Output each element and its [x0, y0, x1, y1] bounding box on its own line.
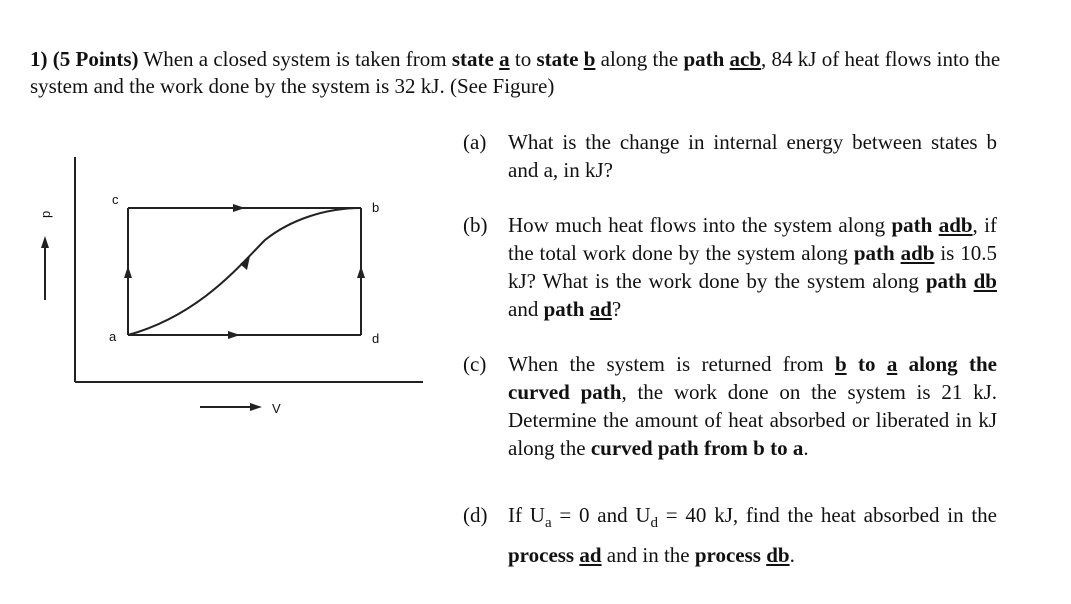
state-a-letter: a	[499, 47, 510, 71]
part-d	[463, 499, 997, 571]
part-d-s10: db	[766, 543, 790, 568]
point-d-label: d	[372, 331, 380, 346]
part-b-s13: ?	[611, 297, 622, 321]
part-d-s3: = 0 and U	[551, 503, 651, 527]
part-d-s5: = 40 kJ, find the heat absorbed in the	[658, 503, 997, 527]
part-c-s4: a	[886, 352, 898, 376]
part-b-s1: How much heat flows into the system along	[508, 213, 892, 237]
point-c-label: c	[112, 192, 119, 207]
part-b-s10: and	[508, 297, 544, 321]
arrow-curve-icon	[240, 256, 250, 270]
part-d-text	[508, 499, 997, 571]
part-b-label: (b)	[463, 213, 488, 237]
part-d-s2: a	[544, 515, 552, 532]
part-c-s5: along the curved path	[508, 352, 997, 404]
v-axis-label: V	[272, 401, 281, 416]
statement-text-3: along the	[595, 47, 684, 71]
part-b-s5: path	[853, 241, 901, 265]
part-d-label: (d)	[463, 503, 488, 527]
part-d-s6: process	[508, 543, 580, 568]
p-arrow-icon	[41, 236, 49, 248]
part-b-s11: path	[543, 297, 590, 321]
part-b-s6: adb	[900, 241, 935, 265]
part-d-s9: process	[694, 543, 767, 568]
part-c	[463, 350, 997, 462]
arrow-cb-icon	[233, 204, 245, 212]
part-d-s11: .	[789, 543, 795, 568]
part-d-s1: If U	[508, 503, 545, 527]
arrow-ad-icon	[228, 331, 240, 339]
arrow-db-icon	[357, 266, 365, 278]
part-b	[463, 211, 997, 323]
curved-path	[128, 208, 361, 335]
part-c-text	[508, 350, 997, 462]
statement-text-1: When a closed system is taken from	[138, 47, 452, 71]
part-a-text: What is the change in internal energy between states b and a, in kJ?	[508, 130, 997, 182]
problem-points: (5 Points)	[52, 47, 139, 71]
problem-number: 1)	[30, 47, 48, 71]
statement-text-4: , 84 kJ of heat flows into the system and the work done by the system is 32 kJ. (See Figure)	[30, 47, 1001, 98]
path-word: path	[683, 47, 730, 71]
state-b-word: state	[536, 47, 584, 71]
part-c-s2: b	[834, 352, 847, 376]
part-d-s4: d	[650, 515, 659, 532]
v-arrow-icon	[250, 403, 262, 411]
state-b-letter: b	[583, 47, 596, 71]
part-b-s7: is 10.5 kJ? What is the work done by the system along	[508, 241, 997, 293]
part-c-s6: , the work done on the system is 21 kJ. Determine the amount of heat absorbed or liberated in kJ along the	[508, 380, 997, 460]
statement-text-2: to	[509, 47, 537, 71]
part-b-text	[508, 211, 997, 323]
pv-diagram	[0, 0, 460, 604]
part-b-s3: adb	[938, 213, 973, 237]
state-a-word: state	[451, 47, 500, 71]
part-d-s8: and in the	[601, 543, 695, 568]
part-d-s7: ad	[579, 543, 602, 568]
part-b-s2: path	[891, 213, 933, 237]
part-c-s1: When the system is returned from	[508, 352, 835, 376]
part-c-s3: to	[846, 352, 887, 376]
arrow-ac-icon	[124, 266, 132, 278]
point-b-label: b	[372, 200, 380, 215]
part-c-s7: curved path from b to a	[590, 436, 804, 460]
part-c-label: (c)	[463, 352, 487, 376]
part-b-s8: path	[925, 269, 974, 293]
part-b-s9: db	[973, 269, 997, 293]
part-b-s12: ad	[589, 297, 612, 321]
part-b-s4: , if the total work done by the system along	[508, 213, 997, 265]
point-a-label: a	[109, 329, 117, 344]
part-c-s8: .	[803, 436, 809, 460]
part-a-label: (a)	[463, 130, 487, 154]
p-axis-label: p	[38, 210, 53, 218]
part-a	[463, 128, 997, 184]
path-name: acb	[729, 47, 762, 71]
